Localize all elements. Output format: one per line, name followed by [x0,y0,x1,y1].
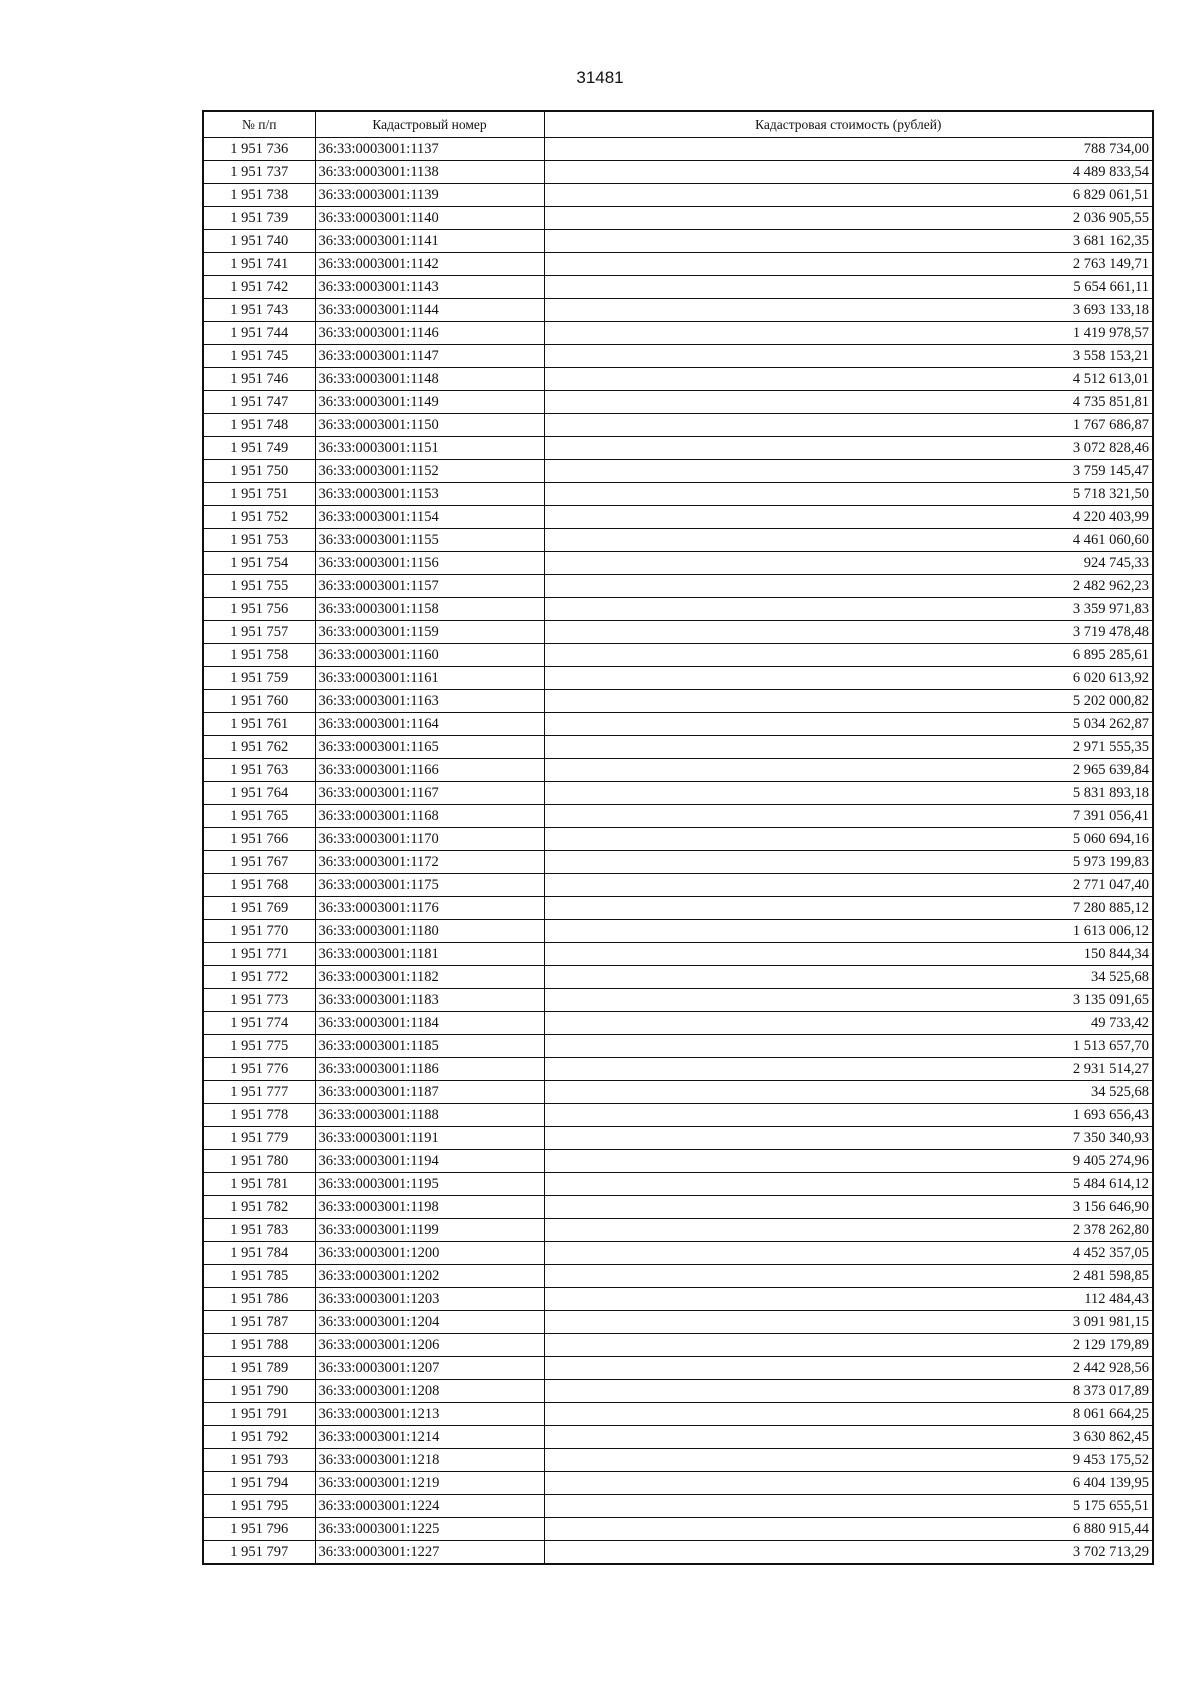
row-number-cell: 1 951 754 [203,552,315,575]
cadastral-value-cell: 1 419 978,57 [544,322,1153,345]
cadastral-value-cell: 3 091 981,15 [544,1311,1153,1334]
row-number-cell: 1 951 782 [203,1196,315,1219]
cadastral-value-cell: 9 405 274,96 [544,1150,1153,1173]
table-row [203,966,1153,989]
cadastral-value-cell: 3 558 153,21 [544,345,1153,368]
table-row [203,207,1153,230]
cadastral-value-cell: 2 965 639,84 [544,759,1153,782]
row-number-cell: 1 951 784 [203,1242,315,1265]
cadastral-value-cell: 5 484 614,12 [544,1173,1153,1196]
cadastral-number-cell: 36:33:0003001:1138 [315,161,544,184]
row-number-cell: 1 951 794 [203,1472,315,1495]
cadastral-value-cell: 6 895 285,61 [544,644,1153,667]
table-row [203,1403,1153,1426]
cadastral-number-cell: 36:33:0003001:1188 [315,1104,544,1127]
cadastral-value-cell: 6 829 061,51 [544,184,1153,207]
cadastral-value-cell: 1 613 006,12 [544,920,1153,943]
cadastral-value-cell: 112 484,43 [544,1288,1153,1311]
cadastral-number-cell: 36:33:0003001:1163 [315,690,544,713]
table-row [203,1472,1153,1495]
table-row [203,1265,1153,1288]
row-number-cell: 1 951 786 [203,1288,315,1311]
table-row [203,1380,1153,1403]
row-number-cell: 1 951 776 [203,1058,315,1081]
cadastral-value-cell: 4 735 851,81 [544,391,1153,414]
row-number-cell: 1 951 738 [203,184,315,207]
cadastral-number-cell: 36:33:0003001:1151 [315,437,544,460]
cadastral-number-cell: 36:33:0003001:1202 [315,1265,544,1288]
table-row [203,1104,1153,1127]
row-number-cell: 1 951 777 [203,1081,315,1104]
cadastral-value-cell: 6 404 139,95 [544,1472,1153,1495]
cadastral-number-cell: 36:33:0003001:1175 [315,874,544,897]
cadastral-value-cell: 5 060 694,16 [544,828,1153,851]
cadastral-value-cell: 2 378 262,80 [544,1219,1153,1242]
table-row [203,253,1153,276]
table-row [203,345,1153,368]
table-row [203,1495,1153,1518]
table-row [203,161,1153,184]
table-row [203,414,1153,437]
cadastral-value-cell: 7 391 056,41 [544,805,1153,828]
cadastral-value-cell: 34 525,68 [544,1081,1153,1104]
cadastral-number-cell: 36:33:0003001:1206 [315,1334,544,1357]
row-number-cell: 1 951 774 [203,1012,315,1035]
cadastral-number-cell: 36:33:0003001:1152 [315,460,544,483]
table-row [203,1242,1153,1265]
cadastral-number-cell: 36:33:0003001:1143 [315,276,544,299]
cadastral-number-cell: 36:33:0003001:1225 [315,1518,544,1541]
cadastral-value-cell: 49 733,42 [544,1012,1153,1035]
table-row [203,897,1153,920]
table-row [203,1219,1153,1242]
cadastral-value-cell: 788 734,00 [544,138,1153,161]
cadastral-number-cell: 36:33:0003001:1183 [315,989,544,1012]
cadastral-value-cell: 1 513 657,70 [544,1035,1153,1058]
table-row [203,529,1153,552]
cadastral-value-cell: 4 512 613,01 [544,368,1153,391]
cadastral-number-cell: 36:33:0003001:1172 [315,851,544,874]
cadastral-number-cell: 36:33:0003001:1198 [315,1196,544,1219]
table-row [203,1196,1153,1219]
table-row [203,920,1153,943]
row-number-cell: 1 951 793 [203,1449,315,1472]
table-row [203,437,1153,460]
header-cadastral-number: Кадастровый номер [315,111,544,138]
cadastral-value-cell: 924 745,33 [544,552,1153,575]
table-row [203,368,1153,391]
cadastral-value-cell: 5 718 321,50 [544,483,1153,506]
row-number-cell: 1 951 772 [203,966,315,989]
table-row [203,782,1153,805]
cadastral-value-cell: 3 681 162,35 [544,230,1153,253]
table-row [203,506,1153,529]
cadastral-number-cell: 36:33:0003001:1154 [315,506,544,529]
cadastral-value-cell: 1 693 656,43 [544,1104,1153,1127]
table-row [203,989,1153,1012]
row-number-cell: 1 951 765 [203,805,315,828]
cadastral-number-cell: 36:33:0003001:1139 [315,184,544,207]
cadastral-number-cell: 36:33:0003001:1194 [315,1150,544,1173]
cadastral-value-cell: 3 156 646,90 [544,1196,1153,1219]
cadastral-number-cell: 36:33:0003001:1191 [315,1127,544,1150]
cadastral-number-cell: 36:33:0003001:1150 [315,414,544,437]
table-row [203,736,1153,759]
cadastral-number-cell: 36:33:0003001:1157 [315,575,544,598]
cadastral-number-cell: 36:33:0003001:1184 [315,1012,544,1035]
cadastral-number-cell: 36:33:0003001:1195 [315,1173,544,1196]
row-number-cell: 1 951 749 [203,437,315,460]
cadastral-value-cell: 3 719 478,48 [544,621,1153,644]
cadastral-number-cell: 36:33:0003001:1180 [315,920,544,943]
row-number-cell: 1 951 763 [203,759,315,782]
cadastral-value-cell: 7 350 340,93 [544,1127,1153,1150]
cadastral-value-cell: 5 034 262,87 [544,713,1153,736]
cadastral-value-cell: 2 482 962,23 [544,575,1153,598]
row-number-cell: 1 951 790 [203,1380,315,1403]
cadastral-number-cell: 36:33:0003001:1214 [315,1426,544,1449]
cadastral-number-cell: 36:33:0003001:1140 [315,207,544,230]
row-number-cell: 1 951 768 [203,874,315,897]
row-number-cell: 1 951 797 [203,1541,315,1565]
cadastral-value-cell: 2 481 598,85 [544,1265,1153,1288]
cadastral-number-cell: 36:33:0003001:1207 [315,1357,544,1380]
table-row [203,1449,1153,1472]
row-number-cell: 1 951 767 [203,851,315,874]
cadastral-number-cell: 36:33:0003001:1159 [315,621,544,644]
row-number-cell: 1 951 764 [203,782,315,805]
table-row [203,1541,1153,1565]
cadastral-number-cell: 36:33:0003001:1224 [315,1495,544,1518]
row-number-cell: 1 951 751 [203,483,315,506]
table-row [203,621,1153,644]
cadastral-value-cell: 5 202 000,82 [544,690,1153,713]
cadastral-value-cell: 2 442 928,56 [544,1357,1153,1380]
row-number-cell: 1 951 773 [203,989,315,1012]
cadastral-number-cell: 36:33:0003001:1161 [315,667,544,690]
table-row [203,851,1153,874]
cadastral-value-cell: 7 280 885,12 [544,897,1153,920]
table-row [203,184,1153,207]
table-row [203,391,1153,414]
row-number-cell: 1 951 769 [203,897,315,920]
cadastral-value-cell: 150 844,34 [544,943,1153,966]
table-row [203,1127,1153,1150]
table-row [203,713,1153,736]
cadastral-number-cell: 36:33:0003001:1185 [315,1035,544,1058]
row-number-cell: 1 951 796 [203,1518,315,1541]
row-number-cell: 1 951 780 [203,1150,315,1173]
row-number-cell: 1 951 753 [203,529,315,552]
table-row [203,805,1153,828]
cadastral-value-cell: 3 359 971,83 [544,598,1153,621]
row-number-cell: 1 951 789 [203,1357,315,1380]
row-number-cell: 1 951 757 [203,621,315,644]
row-number-cell: 1 951 756 [203,598,315,621]
cadastral-value-cell: 1 767 686,87 [544,414,1153,437]
table-row [203,1518,1153,1541]
table-row [203,230,1153,253]
table-row [203,1081,1153,1104]
cadastral-value-cell: 4 489 833,54 [544,161,1153,184]
cadastral-value-cell: 2 763 149,71 [544,253,1153,276]
row-number-cell: 1 951 744 [203,322,315,345]
header-cadastral-value: Кадастровая стоимость (рублей) [544,111,1153,138]
cadastral-number-cell: 36:33:0003001:1156 [315,552,544,575]
table-row [203,1288,1153,1311]
cadastral-number-cell: 36:33:0003001:1168 [315,805,544,828]
table-row [203,575,1153,598]
table-row [203,1426,1153,1449]
table-row [203,1012,1153,1035]
row-number-cell: 1 951 779 [203,1127,315,1150]
cadastral-number-cell: 36:33:0003001:1167 [315,782,544,805]
cadastral-value-cell: 3 072 828,46 [544,437,1153,460]
table-row [203,1357,1153,1380]
table-row [203,667,1153,690]
table-row [203,644,1153,667]
row-number-cell: 1 951 792 [203,1426,315,1449]
row-number-cell: 1 951 766 [203,828,315,851]
cadastral-value-cell: 2 129 179,89 [544,1334,1153,1357]
cadastral-number-cell: 36:33:0003001:1148 [315,368,544,391]
cadastral-value-cell: 6 880 915,44 [544,1518,1153,1541]
cadastral-number-cell: 36:33:0003001:1144 [315,299,544,322]
table-row [203,598,1153,621]
cadastral-value-cell: 6 020 613,92 [544,667,1153,690]
table-row [203,276,1153,299]
table-row [203,874,1153,897]
row-number-cell: 1 951 771 [203,943,315,966]
cadastral-number-cell: 36:33:0003001:1204 [315,1311,544,1334]
cadastral-value-table [202,110,1154,1565]
cadastral-number-cell: 36:33:0003001:1218 [315,1449,544,1472]
row-number-cell: 1 951 785 [203,1265,315,1288]
row-number-cell: 1 951 739 [203,207,315,230]
cadastral-number-cell: 36:33:0003001:1146 [315,322,544,345]
cadastral-value-cell: 2 971 555,35 [544,736,1153,759]
table-body [203,138,1153,1565]
cadastral-value-cell: 34 525,68 [544,966,1153,989]
cadastral-number-cell: 36:33:0003001:1213 [315,1403,544,1426]
row-number-cell: 1 951 761 [203,713,315,736]
cadastral-value-cell: 8 061 664,25 [544,1403,1153,1426]
row-number-cell: 1 951 740 [203,230,315,253]
cadastral-value-cell: 4 461 060,60 [544,529,1153,552]
cadastral-number-cell: 36:33:0003001:1137 [315,138,544,161]
row-number-cell: 1 951 783 [203,1219,315,1242]
row-number-cell: 1 951 737 [203,161,315,184]
cadastral-value-cell: 3 135 091,65 [544,989,1153,1012]
cadastral-number-cell: 36:33:0003001:1219 [315,1472,544,1495]
cadastral-number-cell: 36:33:0003001:1187 [315,1081,544,1104]
row-number-cell: 1 951 746 [203,368,315,391]
cadastral-number-cell: 36:33:0003001:1200 [315,1242,544,1265]
cadastral-number-cell: 36:33:0003001:1227 [315,1541,544,1565]
row-number-cell: 1 951 762 [203,736,315,759]
cadastral-number-cell: 36:33:0003001:1141 [315,230,544,253]
row-number-cell: 1 951 760 [203,690,315,713]
row-number-cell: 1 951 736 [203,138,315,161]
cadastral-number-cell: 36:33:0003001:1203 [315,1288,544,1311]
cadastral-value-cell: 5 175 655,51 [544,1495,1153,1518]
table-header-row [203,111,1153,138]
cadastral-number-cell: 36:33:0003001:1199 [315,1219,544,1242]
cadastral-number-cell: 36:33:0003001:1142 [315,253,544,276]
row-number-cell: 1 951 770 [203,920,315,943]
cadastral-value-cell: 8 373 017,89 [544,1380,1153,1403]
cadastral-number-cell: 36:33:0003001:1186 [315,1058,544,1081]
table-row [203,483,1153,506]
cadastral-number-cell: 36:33:0003001:1181 [315,943,544,966]
cadastral-number-cell: 36:33:0003001:1182 [315,966,544,989]
row-number-cell: 1 951 743 [203,299,315,322]
cadastral-value-cell: 5 654 661,11 [544,276,1153,299]
row-number-cell: 1 951 745 [203,345,315,368]
cadastral-number-cell: 36:33:0003001:1149 [315,391,544,414]
cadastral-value-cell: 5 831 893,18 [544,782,1153,805]
table-row [203,1150,1153,1173]
table-row [203,299,1153,322]
table-row [203,1334,1153,1357]
row-number-cell: 1 951 759 [203,667,315,690]
table-row [203,943,1153,966]
cadastral-number-cell: 36:33:0003001:1153 [315,483,544,506]
table-row [203,1173,1153,1196]
cadastral-value-cell: 9 453 175,52 [544,1449,1153,1472]
table-row [203,1058,1153,1081]
cadastral-number-cell: 36:33:0003001:1208 [315,1380,544,1403]
table-row [203,552,1153,575]
cadastral-number-cell: 36:33:0003001:1158 [315,598,544,621]
row-number-cell: 1 951 758 [203,644,315,667]
cadastral-number-cell: 36:33:0003001:1164 [315,713,544,736]
cadastral-value-cell: 4 220 403,99 [544,506,1153,529]
table-row [203,460,1153,483]
table-row [203,322,1153,345]
row-number-cell: 1 951 755 [203,575,315,598]
cadastral-number-cell: 36:33:0003001:1147 [315,345,544,368]
row-number-cell: 1 951 787 [203,1311,315,1334]
table-row [203,138,1153,161]
row-number-cell: 1 951 748 [203,414,315,437]
row-number-cell: 1 951 788 [203,1334,315,1357]
header-row-number: № п/п [203,111,315,138]
table-row [203,690,1153,713]
cadastral-value-cell: 5 973 199,83 [544,851,1153,874]
table-row [203,759,1153,782]
cadastral-value-cell: 3 759 145,47 [544,460,1153,483]
row-number-cell: 1 951 750 [203,460,315,483]
cadastral-number-cell: 36:33:0003001:1160 [315,644,544,667]
cadastral-value-cell: 2 771 047,40 [544,874,1153,897]
table-row [203,1311,1153,1334]
cadastral-number-cell: 36:33:0003001:1165 [315,736,544,759]
row-number-cell: 1 951 752 [203,506,315,529]
page-number: 31481 [576,68,624,87]
cadastral-value-cell: 2 036 905,55 [544,207,1153,230]
table-row [203,1035,1153,1058]
cadastral-value-cell: 4 452 357,05 [544,1242,1153,1265]
cadastral-number-cell: 36:33:0003001:1176 [315,897,544,920]
cadastral-value-cell: 3 630 862,45 [544,1426,1153,1449]
cadastral-value-cell: 3 702 713,29 [544,1541,1153,1565]
row-number-cell: 1 951 742 [203,276,315,299]
row-number-cell: 1 951 781 [203,1173,315,1196]
row-number-cell: 1 951 791 [203,1403,315,1426]
cadastral-value-cell: 3 693 133,18 [544,299,1153,322]
cadastral-number-cell: 36:33:0003001:1170 [315,828,544,851]
cadastral-number-cell: 36:33:0003001:1155 [315,529,544,552]
row-number-cell: 1 951 778 [203,1104,315,1127]
row-number-cell: 1 951 775 [203,1035,315,1058]
row-number-cell: 1 951 795 [203,1495,315,1518]
table-row [203,828,1153,851]
cadastral-number-cell: 36:33:0003001:1166 [315,759,544,782]
row-number-cell: 1 951 741 [203,253,315,276]
cadastral-value-cell: 2 931 514,27 [544,1058,1153,1081]
row-number-cell: 1 951 747 [203,391,315,414]
